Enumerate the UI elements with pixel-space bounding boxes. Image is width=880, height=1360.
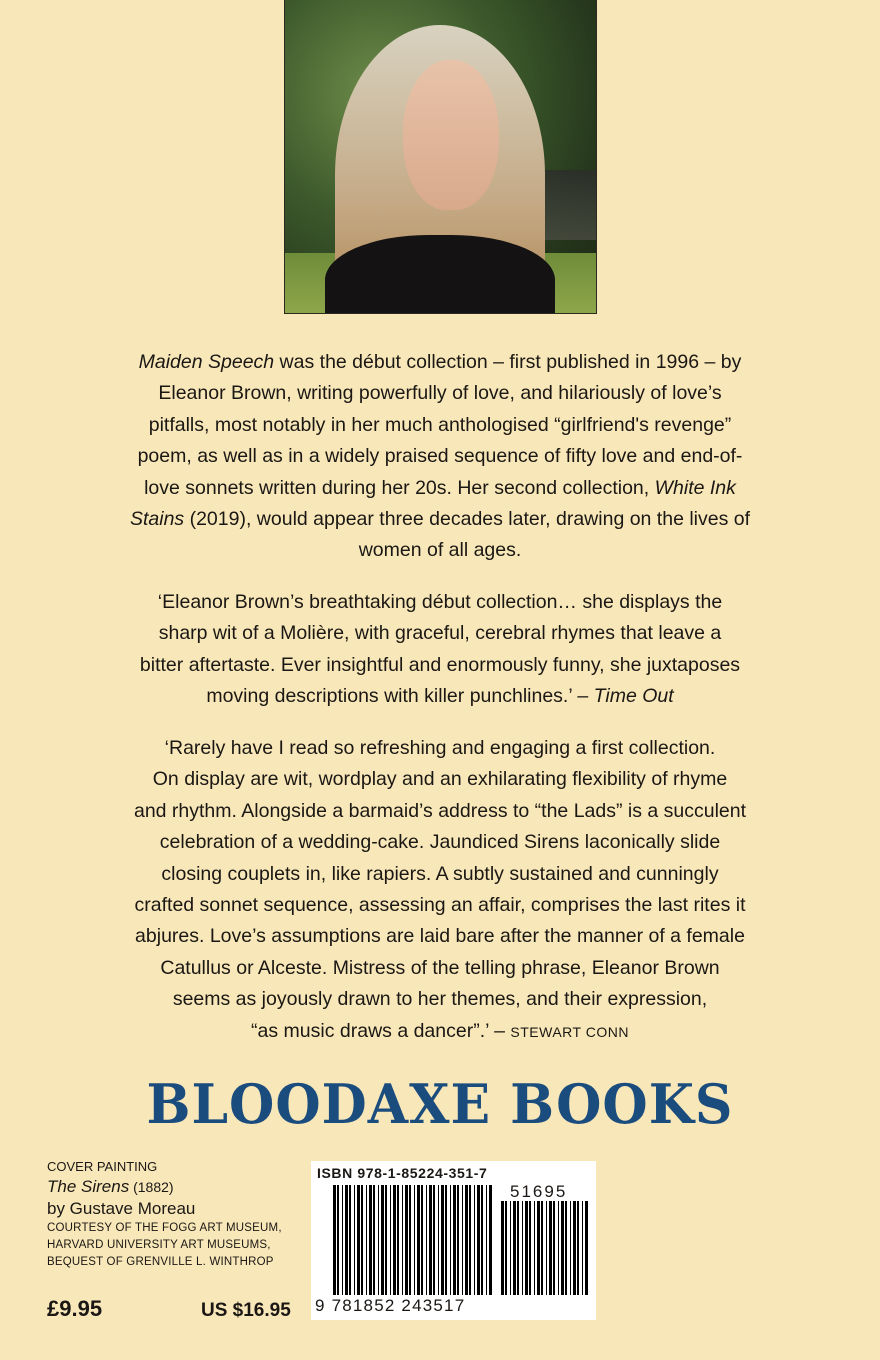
painting-title: The Sirens	[47, 1177, 130, 1196]
barcode-bar	[525, 1201, 528, 1295]
barcode-bar	[345, 1185, 348, 1295]
barcode-bar	[378, 1185, 379, 1295]
barcode-bar	[433, 1185, 435, 1295]
barcode-price-code: 51695	[510, 1182, 568, 1201]
barcode-bar	[465, 1185, 468, 1295]
barcode-bar	[385, 1185, 387, 1295]
barcode-bar	[561, 1201, 564, 1295]
barcode-bar	[453, 1185, 456, 1295]
barcode-bar	[510, 1201, 511, 1295]
barcode-bar	[337, 1185, 339, 1295]
blurb-text: love sonnets written during her 20s. Her second collection,	[144, 476, 655, 499]
author-photo	[284, 0, 597, 314]
barcode-bar	[549, 1201, 552, 1295]
blurb-text: women of all ages.	[358, 539, 522, 562]
barcode-bar	[349, 1185, 351, 1295]
painting-artist: by Gustave Moreau	[47, 1199, 196, 1218]
credits-line: COURTESY OF THE FOGG ART MUSEUM,	[47, 1222, 282, 1234]
barcode-bar	[570, 1201, 571, 1295]
book-title: Maiden Speech	[138, 351, 275, 373]
barcode-bar	[333, 1185, 336, 1295]
quote-text: seems as joyously drawn to her themes, and their expression,	[172, 988, 708, 1011]
barcode-bar	[474, 1185, 475, 1295]
barcode-bar	[426, 1185, 427, 1295]
review-quote-time-out	[40, 587, 840, 713]
isbn-barcode	[311, 1161, 596, 1320]
barcode-bar	[481, 1185, 483, 1295]
barcode-bar	[489, 1185, 492, 1295]
barcode-bar	[517, 1201, 519, 1295]
quote-text: bitter aftertaste. Ever insightful and enormously funny, she juxtaposes	[139, 653, 741, 676]
blurb-text: poem, as well as in a widely praised sequence of fifty love and end-of-	[137, 445, 743, 468]
barcode-bar	[369, 1185, 372, 1295]
barcode-bars	[333, 1185, 492, 1295]
barcode-bar	[577, 1201, 579, 1295]
quote-text: On display are wit, wordplay and an exhilarating flexibility of rhyme	[152, 768, 728, 791]
painting-year: (1882)	[129, 1179, 174, 1195]
barcode-digits: 9 781852 243517	[315, 1296, 466, 1315]
barcode-bar	[541, 1201, 543, 1295]
barcode-bar	[501, 1201, 504, 1295]
barcode-bar	[462, 1185, 463, 1295]
barcode-bar	[486, 1185, 487, 1295]
photo-clothing	[325, 235, 555, 314]
barcode-bar	[397, 1185, 399, 1295]
publisher-logo: BLOODAXE BOOKS	[146, 1072, 734, 1137]
barcode-bar	[381, 1185, 384, 1295]
quote-text: sharp wit of a Molière, with graceful, cerebral rhymes that leave a	[158, 622, 722, 645]
quote-text: Catullus or Alceste. Mistress of the telling phrase, Eleanor Brown	[160, 956, 720, 979]
barcode-bar	[373, 1185, 375, 1295]
barcode-bar	[553, 1201, 555, 1295]
barcode-bar	[505, 1201, 507, 1295]
barcode-bar	[457, 1185, 459, 1295]
barcode-bar	[469, 1185, 471, 1295]
blurb-text: Eleanor Brown, writing powerfully of love, and hilariously of love’s	[158, 382, 722, 405]
review-quote-stewart-conn	[40, 733, 840, 1048]
isbn-label: ISBN 978-1-85224-351-7	[317, 1165, 488, 1181]
credits-line: BEQUEST OF GRENVILLE L. WINTHROP	[47, 1256, 274, 1268]
barcode-bar	[450, 1185, 451, 1295]
quote-text: ‘Eleanor Brown’s breathtaking début collection… she displays the	[157, 591, 723, 613]
barcode-bar	[441, 1185, 444, 1295]
quote-source: STEWART CONN	[510, 1023, 629, 1040]
barcode-bar	[445, 1185, 447, 1295]
barcode-bar	[529, 1201, 531, 1295]
barcode-bar	[582, 1201, 583, 1295]
barcode-bar	[409, 1185, 411, 1295]
quote-text: and rhythm. Alongside a barmaid’s address to “the Lads” is a succulent	[133, 799, 747, 822]
barcode-bar	[414, 1185, 415, 1295]
credits-label: COVER PAINTING	[47, 1159, 158, 1174]
barcode-addon-bars	[501, 1201, 589, 1295]
barcode-bar	[546, 1201, 547, 1295]
barcode-bar	[421, 1185, 423, 1295]
barcode-bar	[417, 1185, 420, 1295]
second-book-title: Stains	[129, 508, 185, 531]
price-usd: US $16.95	[201, 1300, 291, 1321]
barcode-bar	[357, 1185, 360, 1295]
barcode-bar	[558, 1201, 559, 1295]
barcode-bar	[366, 1185, 367, 1295]
barcode-bar	[534, 1201, 535, 1295]
quote-text: celebration of a wedding-cake. Jaundiced Sirens laconically slide	[159, 831, 721, 854]
photo-face	[403, 60, 499, 210]
barcode-bar	[429, 1185, 432, 1295]
blurb-text: pitfalls, most notably in her much anthologised “girlfriend's revenge”	[148, 413, 732, 436]
cover-credits	[47, 1158, 282, 1271]
price-gbp: £9.95	[47, 1296, 103, 1321]
barcode-bar	[361, 1185, 363, 1295]
barcode-bar	[402, 1185, 403, 1295]
quote-text: abjures. Love’s assumptions are laid bare after the manner of a female	[135, 925, 745, 948]
blurb-text: was the début collection – first published in 1996 – by	[274, 351, 742, 373]
barcode-bar	[342, 1185, 343, 1295]
quote-text: ‘Rarely have I read so refreshing and engaging a first collection.	[164, 737, 716, 759]
quote-source: Time Out	[593, 685, 674, 708]
barcode-bar	[393, 1185, 396, 1295]
barcode-bar	[537, 1201, 540, 1295]
second-book-title: White Ink	[654, 476, 736, 499]
barcode-bar	[585, 1201, 588, 1295]
barcode-bar	[477, 1185, 480, 1295]
blurb-paragraph-1	[40, 347, 840, 567]
quote-text: “as music draws a dancer”.’ –	[251, 1019, 511, 1042]
barcode-bar	[573, 1201, 576, 1295]
quote-text: moving descriptions with killer punchlines.’ –	[206, 685, 594, 708]
barcode-bar	[438, 1185, 439, 1295]
blurb-text: (2019), would appear three decades later, drawing on the lives of	[184, 508, 751, 531]
credits-line: HARVARD UNIVERSITY ART MUSEUMS,	[47, 1239, 271, 1251]
barcode-bar	[565, 1201, 567, 1295]
barcode-bar	[405, 1185, 408, 1295]
barcode-bar	[522, 1201, 523, 1295]
barcode-bar	[390, 1185, 391, 1295]
barcode-bar	[513, 1201, 516, 1295]
barcode-bar	[354, 1185, 355, 1295]
quote-text: crafted sonnet sequence, assessing an affair, comprises the last rites it	[134, 894, 746, 917]
quote-text: closing couplets in, like rapiers. A subtly sustained and cunningly	[161, 862, 719, 885]
